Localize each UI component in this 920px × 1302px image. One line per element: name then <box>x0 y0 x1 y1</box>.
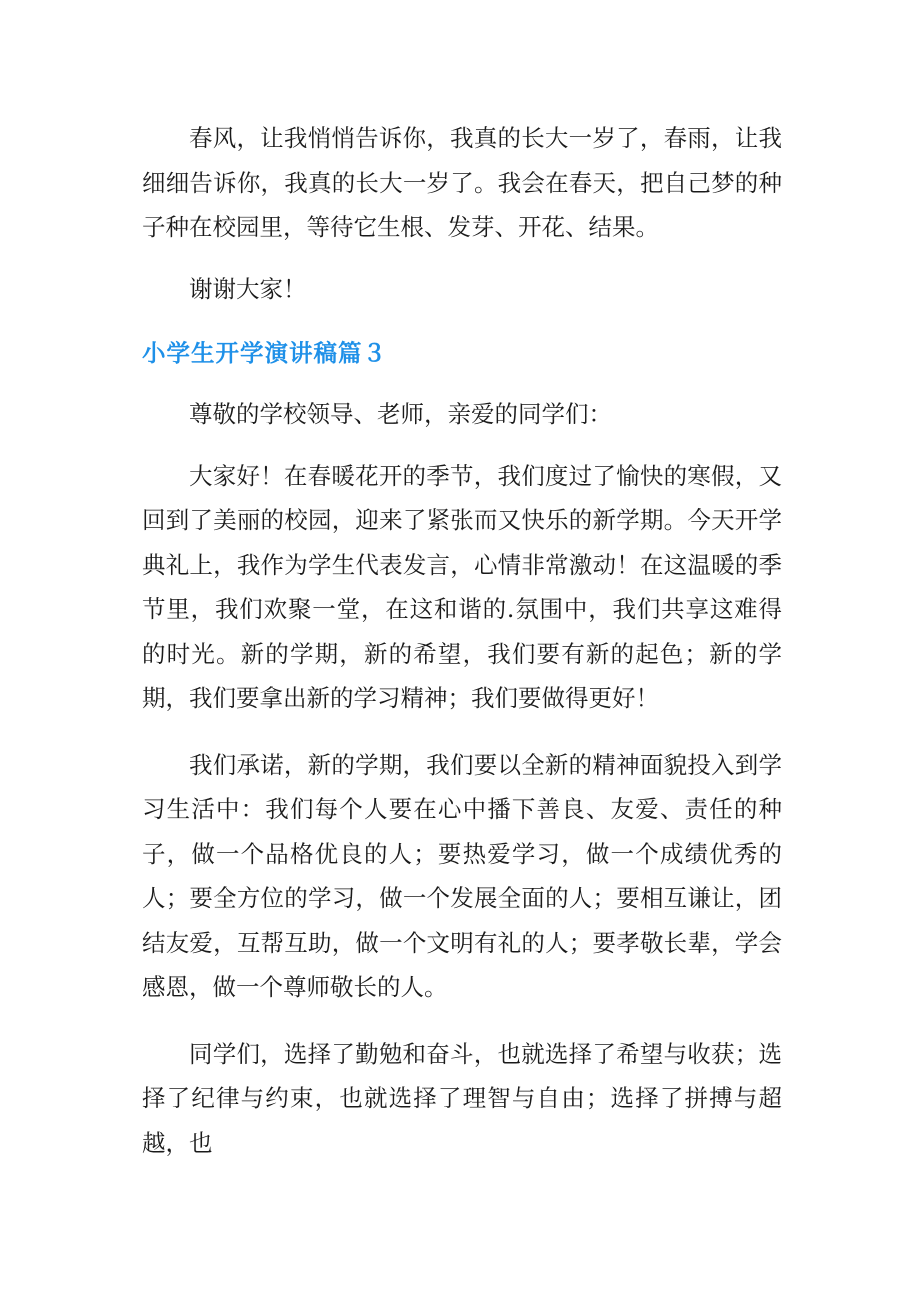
paragraph-greeting: 大家好！在春暖花开的季节，我们度过了愉快的寒假，又回到了美丽的校园，迎来了紧张而又快乐的新学期。今天开学典礼上，我作为学生代表发言，心情非常激动！在这温暖的季节里，我们欢聚一堂，在这和谐的.氛围中，我们共享这难得的时光。新的学期，新的希望，我们要有新的起色；新的学期，我们要拿出新的学习精神；我们要做得更好！ <box>142 461 782 712</box>
paragraph-spring-wishes: 春风，让我悄悄告诉你，我真的长大一岁了，春雨，让我细细告诉你，我真的长大一岁了。我会在春天，把自己梦的种子种在校园里，等待它生根、发芽、开花、结果。 <box>142 124 782 241</box>
paragraph-promise: 我们承诺，新的学期，我们要以全新的精神面貌投入到学习生活中：我们每个人要在心中播下善良、友爱、责任的种子，做一个品格优良的人；要热爱学习，做一个成绩优秀的人；要全方位的学习，做一个发展全面的人；要相互谦让，团结友爱，互帮互助，做一个文明有礼的人；要孝敬长辈，学会感恩，做一个尊师敬长的人。 <box>142 750 782 1001</box>
paragraph-choices: 同学们，选择了勤勉和奋斗，也就选择了希望与收获；选择了纪律与约束，也就选择了理智与自由；选择了拼搏与超越，也 <box>142 1039 782 1157</box>
section-heading: 小学生开学演讲稿篇３ <box>142 339 387 367</box>
document-body <box>142 116 782 1165</box>
paragraph-salutation: 尊敬的学校领导、老师，亲爱的同学们： <box>189 400 612 428</box>
paragraph-thanks: 谢谢大家！ <box>189 274 307 303</box>
